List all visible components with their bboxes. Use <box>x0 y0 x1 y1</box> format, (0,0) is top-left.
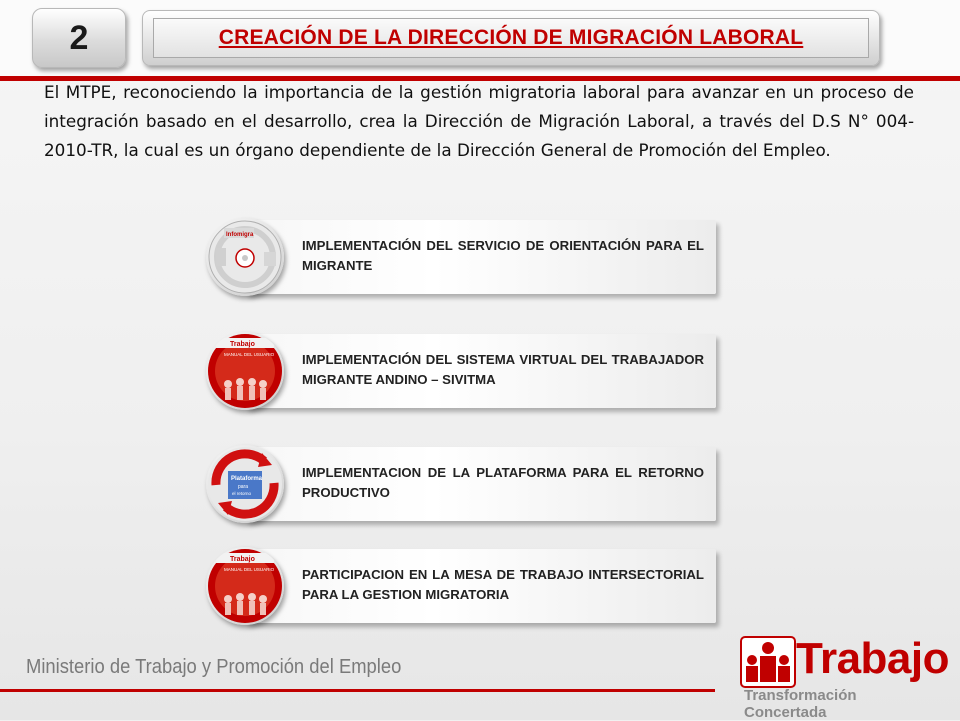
list-item <box>206 545 718 627</box>
section-number: 2 <box>32 8 126 68</box>
cd-disc-icon <box>206 218 284 296</box>
platform-cd-icon <box>206 445 284 523</box>
svg-text:para: para <box>238 484 249 490</box>
item-text: IMPLEMENTACIÓN DEL SISTEMA VIRTUAL DEL TRABAJADOR MIGRANTE ANDINO – SIVITMA <box>302 352 704 387</box>
people-logo-icon <box>740 636 796 688</box>
svg-text:Trabajo: Trabajo <box>230 341 255 348</box>
svg-text:Plataforma: Plataforma <box>231 476 263 482</box>
list-item <box>206 330 718 412</box>
page-title: CREACIÓN DE LA DIRECCIÓN DE MIGRACIÓN LABORAL <box>153 18 869 58</box>
list-item <box>206 443 718 525</box>
list-item <box>206 216 718 298</box>
svg-text:el retorno: el retorno <box>232 491 252 496</box>
item-text: PARTICIPACION EN LA MESA DE TRABAJO INTERSECTORIAL PARA LA GESTION MIGRATORIA <box>302 567 704 602</box>
item-text: IMPLEMENTACION DE LA PLATAFORMA PARA EL RETORNO PRODUCTIVO <box>302 465 704 500</box>
svg-text:Trabajo: Trabajo <box>230 556 255 563</box>
trabajo-logo <box>736 634 949 721</box>
footer-divider <box>0 689 715 692</box>
item-text: IMPLEMENTACIÓN DEL SERVICIO DE ORIENTACIÓN PARA EL MIGRANTE <box>302 238 704 273</box>
manual-cd-icon <box>206 332 284 410</box>
svg-text:MANUAL DEL USUARIO: MANUAL DEL USUARIO <box>224 567 275 572</box>
svg-text:MANUAL DEL USUARIO: MANUAL DEL USUARIO <box>224 352 275 357</box>
manual-cd-icon <box>206 547 284 625</box>
logo-tagline: Transformación Concertada <box>744 687 857 721</box>
title-box <box>142 10 880 66</box>
intro-paragraph: El MTPE, reconociendo la importancia de la gestión migratoria laboral para avanzar en un proceso de integración basado en el desarrollo, crea la Dirección de Migración Laboral, a través del D.S N° 004-2010-TR, la cual es un órgano dependiente de la Dirección General de Promoción del Empleo. <box>44 82 914 160</box>
ministry-name: Ministerio de Trabajo y Promoción del Empleo <box>26 656 402 678</box>
svg-text:Infomigra: Infomigra <box>226 232 254 238</box>
logo-wordmark: Trabajo <box>796 634 949 683</box>
